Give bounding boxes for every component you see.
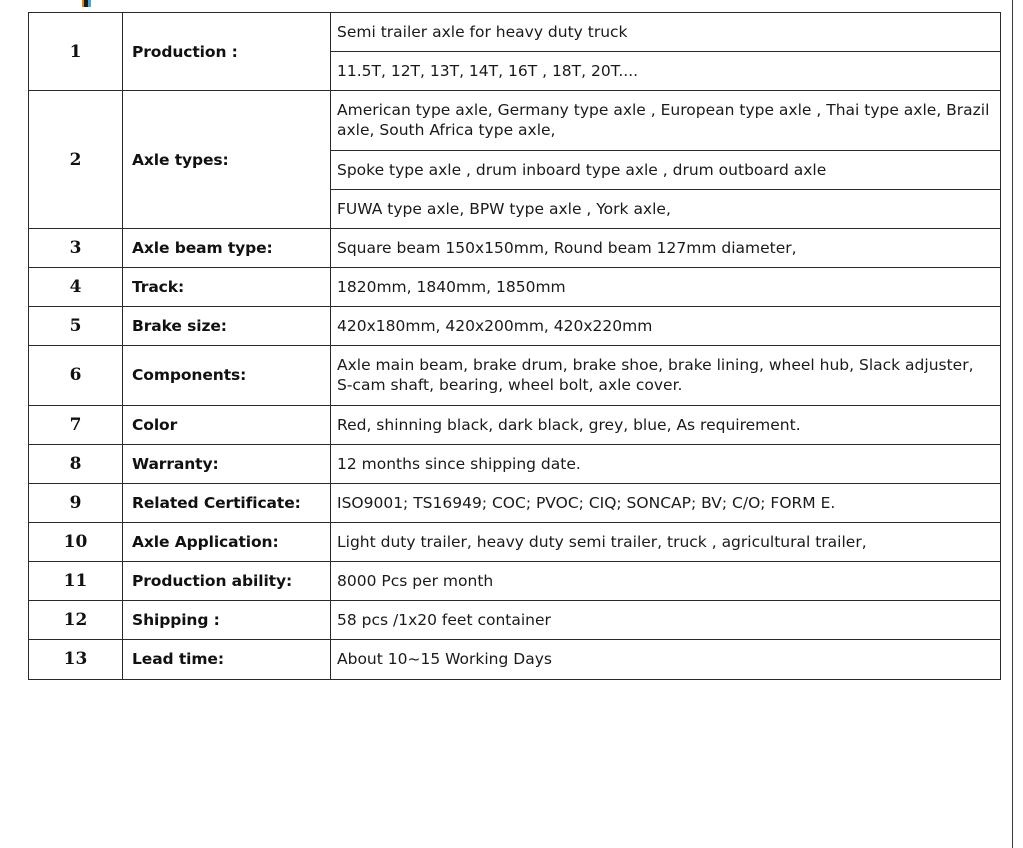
row-number: 10 [29, 522, 123, 561]
table-row [29, 13, 1001, 91]
row-value: FUWA type axle, BPW type axle , York axle, [331, 189, 1000, 228]
table-row [29, 405, 1001, 444]
row-value: 11.5T, 12T, 13T, 14T, 16T , 18T, 20T.... [331, 52, 1000, 91]
row-number: 5 [29, 307, 123, 346]
row-label: Axle types: [123, 91, 331, 229]
page-edge-rule [1012, 0, 1013, 848]
value-subrow [331, 91, 1000, 150]
row-value: Spoke type axle , drum inboard type axle , drum outboard axle [331, 150, 1000, 189]
row-value: 420x180mm, 420x200mm, 420x220mm [331, 307, 1001, 346]
row-value: Red, shinning black, dark black, grey, blue, As requirement. [331, 405, 1001, 444]
row-value-group [331, 13, 1001, 91]
table-row [29, 522, 1001, 561]
value-subrow [331, 13, 1000, 52]
value-subtable [331, 13, 1000, 90]
row-value: Light duty trailer, heavy duty semi trailer, truck , agricultural trailer, [331, 522, 1001, 561]
row-number: 6 [29, 346, 123, 405]
row-label: Warranty: [123, 444, 331, 483]
table-row [29, 346, 1001, 405]
row-number: 2 [29, 91, 123, 229]
row-number: 13 [29, 640, 123, 679]
row-label: Track: [123, 267, 331, 306]
row-label: Components: [123, 346, 331, 405]
row-value: Axle main beam, brake drum, brake shoe, brake lining, wheel hub, Slack adjuster, S-cam shaft, bearing, wheel bolt, axle cover. [331, 346, 1001, 405]
row-label: Brake size: [123, 307, 331, 346]
row-number: 1 [29, 13, 123, 91]
row-number: 4 [29, 267, 123, 306]
row-value: 58 pcs /1x20 feet container [331, 601, 1001, 640]
row-label: Production ability: [123, 562, 331, 601]
row-value: American type axle, Germany type axle , European type axle , Thai type axle, Brazil axle, South Africa type axle, [331, 91, 1000, 150]
clipped-heading-remnant [82, 0, 91, 7]
row-number: 3 [29, 228, 123, 267]
row-value: About 10~15 Working Days [331, 640, 1001, 679]
row-label: Axle beam type: [123, 228, 331, 267]
spec-table-container [28, 12, 1000, 680]
table-row [29, 444, 1001, 483]
table-row [29, 307, 1001, 346]
axle-specification-table [28, 12, 1001, 680]
value-subtable [331, 91, 1000, 228]
row-number: 7 [29, 405, 123, 444]
row-value: 8000 Pcs per month [331, 562, 1001, 601]
table-row [29, 483, 1001, 522]
row-value: 1820mm, 1840mm, 1850mm [331, 267, 1001, 306]
row-value-group [331, 91, 1001, 229]
row-label: Related Certificate: [123, 483, 331, 522]
row-value: Semi trailer axle for heavy duty truck [331, 13, 1000, 52]
value-subrow [331, 189, 1000, 228]
table-row [29, 91, 1001, 229]
table-row [29, 228, 1001, 267]
row-label: Shipping : [123, 601, 331, 640]
row-value: ISO9001; TS16949; COC; PVOC; CIQ; SONCAP; BV; C/O; FORM E. [331, 483, 1001, 522]
row-label: Production : [123, 13, 331, 91]
row-number: 8 [29, 444, 123, 483]
row-number: 11 [29, 562, 123, 601]
row-value: 12 months since shipping date. [331, 444, 1001, 483]
value-subrow [331, 52, 1000, 91]
table-row [29, 640, 1001, 679]
table-row [29, 562, 1001, 601]
row-value: Square beam 150x150mm, Round beam 127mm diameter, [331, 228, 1001, 267]
row-label: Color [123, 405, 331, 444]
value-subrow [331, 150, 1000, 189]
table-row [29, 601, 1001, 640]
row-number: 12 [29, 601, 123, 640]
row-label: Axle Application: [123, 522, 331, 561]
row-number: 9 [29, 483, 123, 522]
table-row [29, 267, 1001, 306]
row-label: Lead time: [123, 640, 331, 679]
